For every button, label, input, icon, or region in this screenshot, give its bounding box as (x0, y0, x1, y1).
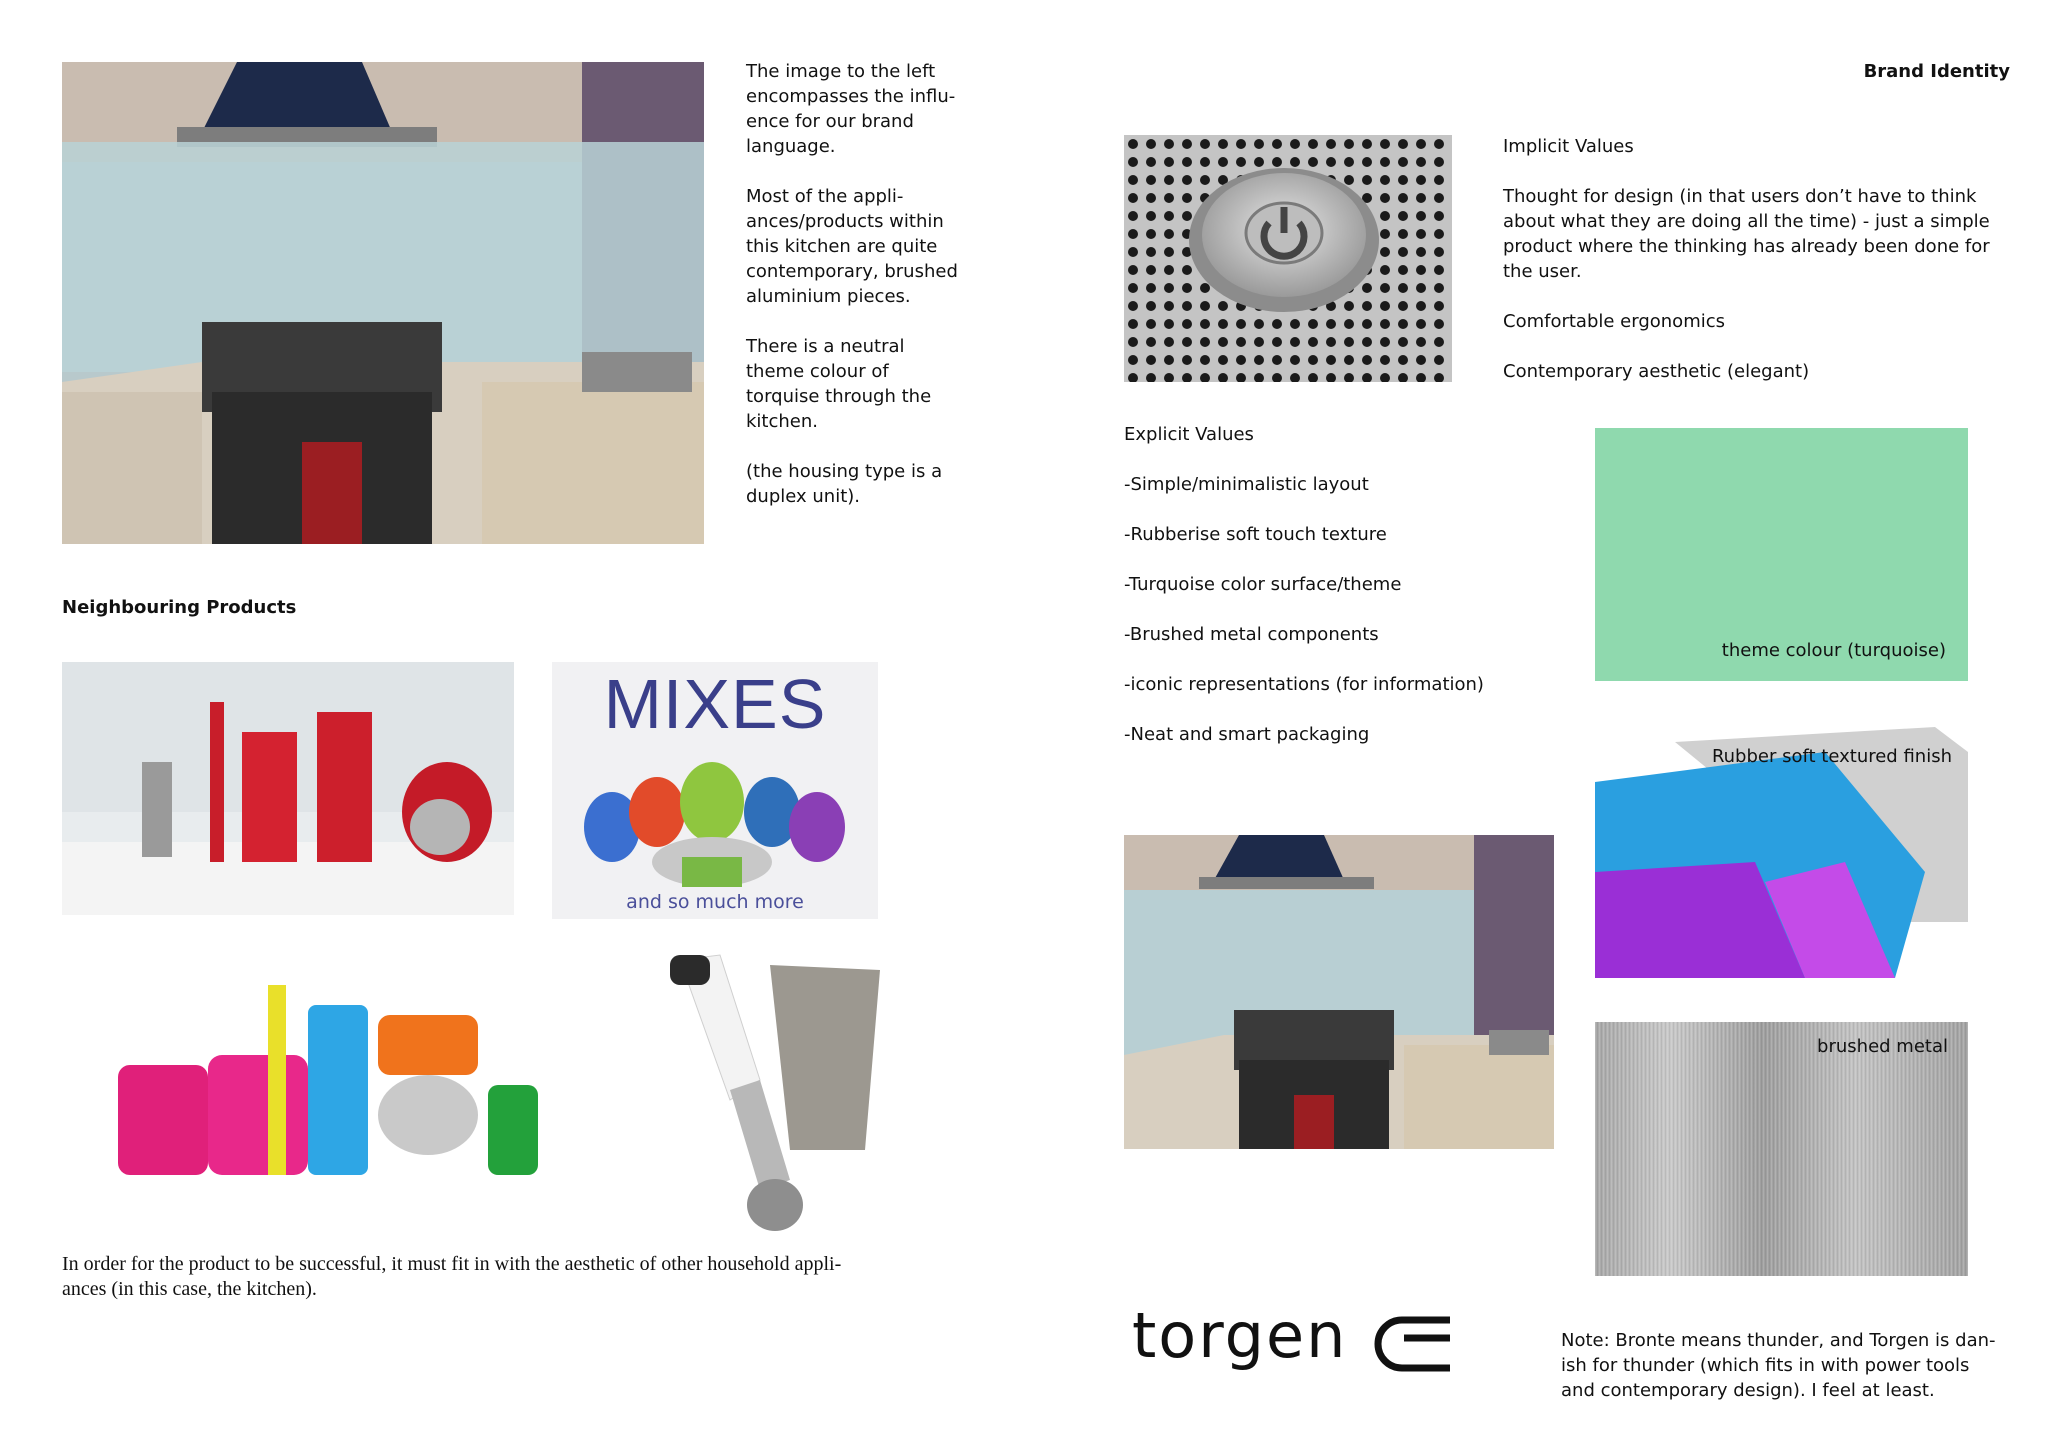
power-button-photo (1124, 135, 1452, 382)
brushed-metal-swatch (1595, 1022, 1968, 1276)
brushed-metal-label: brushed metal (1817, 1036, 1948, 1057)
mixes-caption: and so much more (626, 891, 804, 913)
rubber-finish-label: Rubber soft textured finish (1711, 746, 1952, 767)
intro-paragraph-3: There is a neutral theme colour of torquise through the kitchen. (746, 336, 932, 432)
intro-paragraph-2: Most of the appli- ances/products within this kitchen are quite contemporary, brushed aluminium pieces. (746, 186, 958, 307)
colorful-appliances-photo (108, 975, 580, 1207)
explicit-value-item: -Brushed metal components (1124, 624, 1379, 645)
hand-blender-photo (650, 950, 886, 1242)
explicit-value-item: -Rubberise soft touch texture (1124, 524, 1387, 545)
note-paragraph: Note: Bronte means thunder, and Torgen is dan- ish for thunder (which fits in with power tools and contemporary design). I feel at least. (1561, 1330, 1996, 1401)
mixes-poster (552, 662, 878, 919)
mixes-title: MIXES (603, 665, 827, 743)
kitchen-photo-secondary (1124, 835, 1554, 1149)
red-appliances-photo (62, 662, 514, 915)
turquoise-swatch (1595, 428, 1968, 681)
explicit-value-item: -Neat and smart packaging (1124, 724, 1370, 745)
conclusion-paragraph: In order for the product to be successful, it must fit in with the aesthetic of other household appli- ances (in this case, the kitchen). (62, 1253, 842, 1300)
implicit-values-paragraph-1: Thought for design (in that users don’t have to think about what they are doing all the time) - just a simple product where the thinking has already been done for the user. (1503, 186, 1990, 282)
explicit-value-item: -Simple/minimalistic layout (1124, 474, 1369, 495)
rubber-finish-photo (1595, 722, 1968, 978)
turquoise-swatch-label: theme colour (turquoise) (1721, 640, 1946, 661)
torgen-logo-wordmark: torgen (1132, 1299, 1348, 1372)
explicit-value-item: -iconic representations (for information) (1124, 674, 1484, 695)
kitchen-photo (62, 62, 704, 544)
torgen-logo-mark (1372, 1314, 1454, 1374)
explicit-values-title: Explicit Values (1124, 424, 1254, 445)
intro-paragraph-1: The image to the left encompasses the influ- ence for our brand language. (746, 61, 956, 157)
implicit-values-paragraph-2: Comfortable ergonomics (1503, 311, 1726, 332)
torgen-logo (1132, 1300, 1472, 1380)
explicit-value-item: -Turquoise color surface/theme (1124, 574, 1402, 595)
intro-paragraph-4: (the housing type is a duplex unit). (746, 461, 943, 507)
implicit-values-title: Implicit Values (1503, 136, 1634, 157)
neighbouring-products-heading: Neighbouring Products (62, 597, 297, 618)
implicit-values-paragraph-3: Contemporary aesthetic (elegant) (1503, 361, 1810, 382)
brand-identity-heading: Brand Identity (1863, 61, 2010, 82)
